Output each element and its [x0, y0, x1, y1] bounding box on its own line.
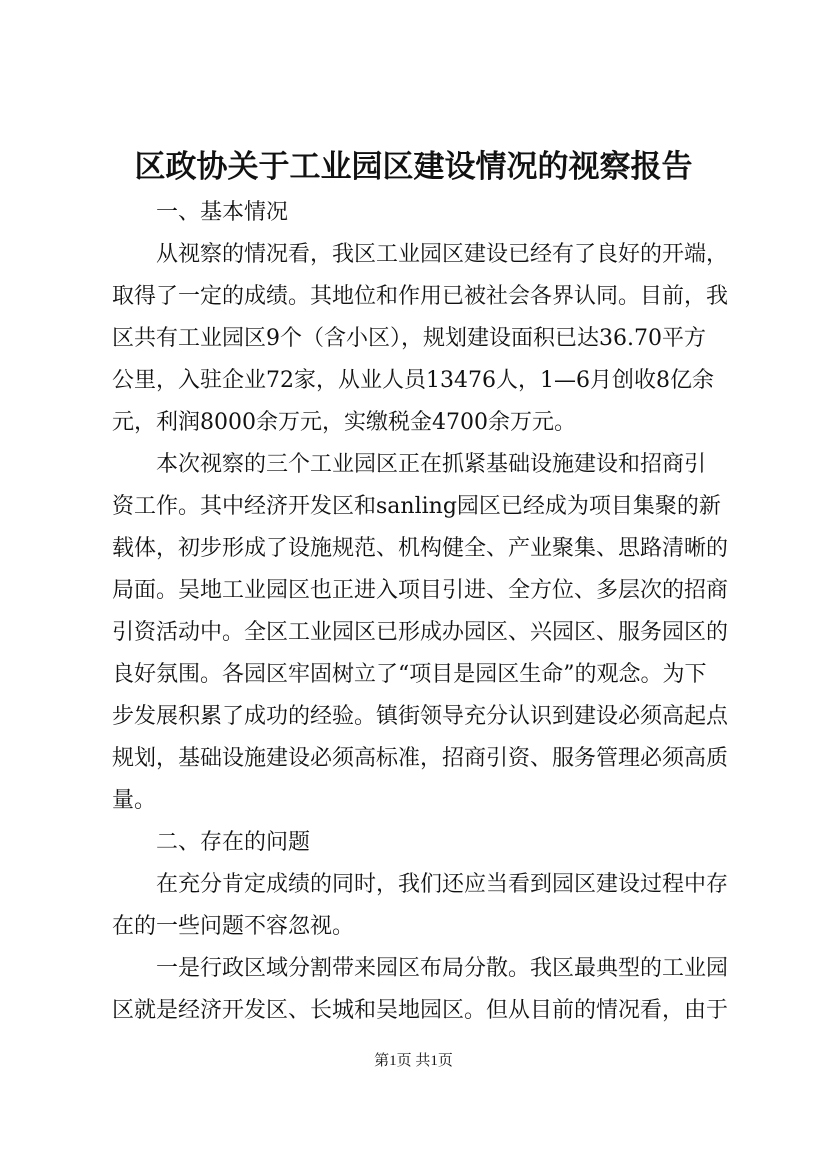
paragraph-line: 量。: [112, 788, 157, 813]
paragraph-line: 引资活动中。全区工业园区已形成办园区、兴园区、服务园区的: [112, 620, 729, 645]
document-body: [112, 192, 740, 1032]
section-heading-problems: 二、存在的问题: [156, 830, 311, 855]
paragraph-line: 区就是经济开发区、长城和吴地园区。但从目前的情况看，由于: [112, 998, 729, 1023]
paragraph-line: 取得了一定的成绩。其地位和作用已被社会各界认同。目前，我: [112, 284, 729, 309]
paragraph-line: 局面。吴地工业园区也正进入项目引进、全方位、多层次的招商: [112, 578, 729, 603]
paragraph-line: 区共有工业园区9个（含小区），规划建设面积已达36.70平方: [112, 326, 706, 351]
paragraph-line: 一是行政区域分割带来园区布局分散。我区最典型的工业园: [156, 956, 729, 981]
paragraph-line: 良好氛围。各园区牢固树立了“项目是园区生命”的观念。为下: [112, 662, 707, 687]
paragraph-line: 资工作。其中经济开发区和sanling园区已经成为项目集聚的新: [112, 494, 721, 519]
paragraph-line: 载体，初步形成了设施规范、机构健全、产业聚集、思路清晰的: [112, 536, 729, 561]
paragraph-line: 规划，基础设施建设必须高标准，招商引资、服务管理必须高质: [112, 746, 729, 771]
section-heading-basic: 一、基本情况: [156, 200, 289, 225]
paragraph-line: 步发展积累了成功的经验。镇街领导充分认识到建设必须高起点: [112, 704, 729, 729]
paragraph-line: 在的一些问题不容忽视。: [112, 914, 355, 939]
paragraph-line: 从视察的情况看，我区工业园区建设已经有了良好的开端，: [156, 242, 729, 267]
paragraph-line: 公里，入驻企业72家，从业人员13476人，1—6月创收8亿余: [112, 368, 714, 393]
paragraph-line: 本次视察的三个工业园区正在抓紧基础设施建设和招商引: [156, 452, 707, 477]
paragraph-line: 元，利润8000余万元，实缴税金4700余万元。: [112, 410, 576, 435]
document-title: 区政协关于工业园区建设情况的视察报告: [134, 149, 693, 185]
paragraph-line: 在充分肯定成绩的同时，我们还应当看到园区建设过程中存: [156, 872, 729, 897]
page-footer: 第1页 共1页: [374, 1053, 453, 1069]
